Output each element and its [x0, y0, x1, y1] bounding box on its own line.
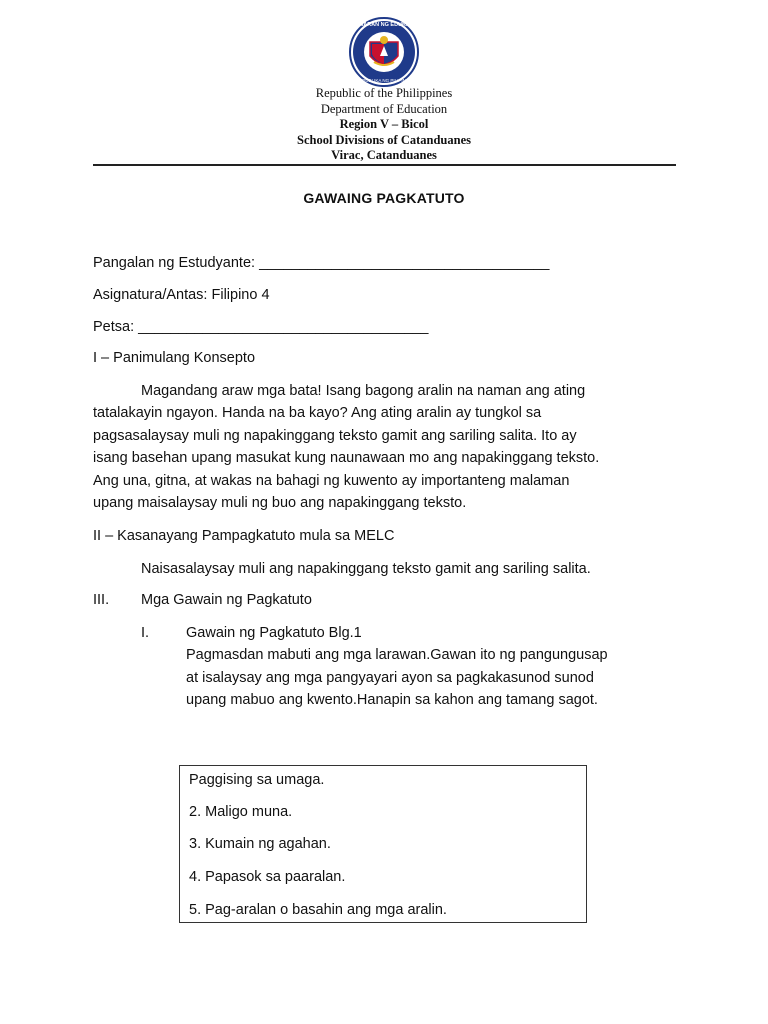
section-1-line: tatalakayin ngayon. Handa na ba kayo? Ang ating aralin ay tungkol sa — [93, 405, 542, 421]
activity-line: upang mabuo ang kwento.Hanapin sa kahon ang tamang sagot. — [186, 692, 598, 708]
section-2-text: Naisasalaysay muli ang napakinggang teksto gamit ang sariling salita. — [141, 561, 591, 577]
answer-item: 5. Pag-aralan o basahin ang mga aralin. — [189, 902, 447, 918]
letterhead-region: Region V – Bicol — [339, 117, 429, 131]
section-1-line: isang basehan upang masukat kung naunawaan mo ang napakinggang teksto. — [93, 450, 600, 466]
date-field: Petsa: ____________________________________ — [93, 319, 429, 335]
activity-line: Gawain ng Pagkatuto Blg.1 — [186, 625, 362, 641]
student-name-field: Pangalan ng Estudyante: ____________________________________ — [93, 255, 550, 271]
section-2-heading: II – Kasanayang Pampagkatuto mula sa MELC — [93, 528, 395, 544]
letterhead — [0, 86, 768, 164]
letterhead-address: Virac, Catanduanes — [331, 148, 437, 162]
deped-seal-logo — [334, 16, 434, 88]
answer-item: 4. Papasok sa paaralan. — [189, 869, 346, 885]
header-divider — [93, 164, 676, 166]
activity-line: Pagmasdan mabuti ang mga larawan.Gawan ito ng pangungusap — [186, 647, 608, 663]
svg-text:REPUBLIKA NG PILIPINAS: REPUBLIKA NG PILIPINAS — [356, 78, 412, 83]
section-3-number: III. — [93, 592, 110, 608]
letterhead-department: Department of Education — [320, 101, 448, 116]
activity-line: at isalaysay ang mga pangyayari ayon sa pagkakasunod sunod — [186, 670, 594, 686]
answer-item: 3. Kumain ng agahan. — [189, 836, 331, 852]
section-1-line: Magandang araw mga bata! Isang bagong aralin na naman ang ating — [141, 383, 586, 399]
letterhead-country: Republic of the Philippines — [315, 86, 453, 100]
section-1-line: pagsasalaysay muli ng napakinggang teksto gamit ang sariling salita. Ito ay — [93, 428, 577, 444]
section-1-heading: I – Panimulang Konsepto — [93, 350, 256, 366]
answer-item: Paggising sa umaga. — [189, 772, 325, 788]
svg-text:KAGAWARAN NG EDUKASYON: KAGAWARAN NG EDUKASYON — [342, 22, 426, 28]
section-1-line: upang maisalaysay muli ng buo ang napakinggang teksto. — [93, 495, 467, 511]
section-3-heading: Mga Gawain ng Pagkatuto — [141, 592, 312, 608]
answer-box — [179, 765, 587, 923]
letterhead-division: School Divisions of Catanduanes — [297, 132, 471, 147]
answer-item: 2. Maligo muna. — [189, 804, 293, 820]
page-title: GAWAING PAGKATUTO — [303, 190, 465, 206]
subject-field: Asignatura/Antas: Filipino 4 — [93, 287, 270, 303]
activity-number: I. — [141, 625, 150, 641]
section-1-line: Ang una, gitna, at wakas na bahagi ng kuwento ay importanteng malaman — [93, 473, 570, 489]
